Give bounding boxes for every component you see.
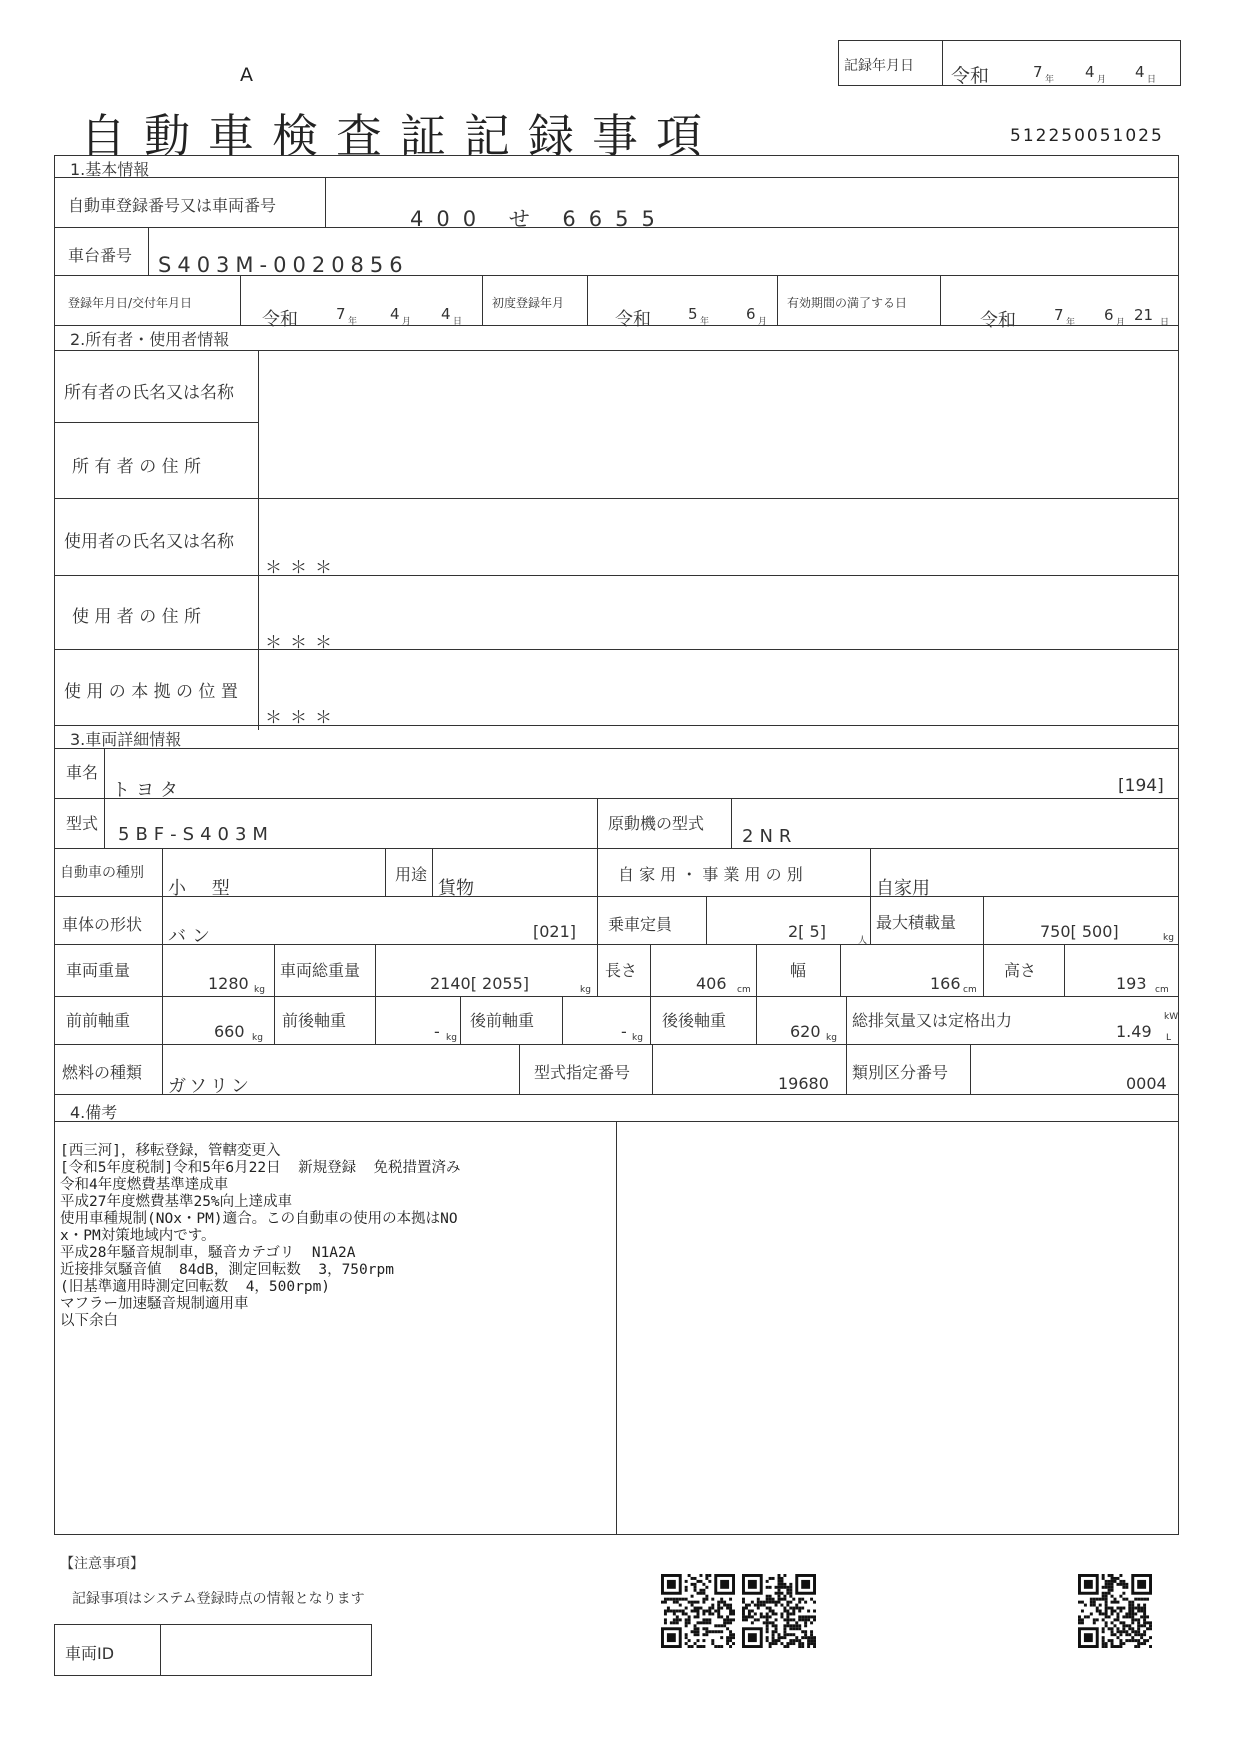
notes-text: 記録事項はシステム登録時点の情報となります [72, 1591, 365, 1607]
category-number-value: 0004 [1126, 1074, 1167, 1093]
vehicle-kind-value: 小 型 [168, 878, 240, 899]
gross-weight-label: 車両総重量 [280, 961, 361, 980]
private-business-value: 自家用 [876, 878, 930, 899]
body-shape-label: 車体の形状 [62, 915, 143, 934]
category-letter: A [240, 64, 253, 86]
width-label: 幅 [790, 961, 807, 980]
record-date-era: 令和 [951, 65, 990, 87]
chassis-number-label: 車台番号 [68, 246, 133, 265]
record-date-label: 記録年月日 [844, 58, 914, 74]
vehicle-kind-label: 自動車の種別 [60, 865, 144, 881]
remarks-line: 以下余白 [60, 1313, 118, 1329]
private-business-label: 自 家 用 ・ 事 業 用 の 別 [618, 865, 803, 884]
remarks-line: [西三河]，移転登録，管轄変更入 [60, 1143, 281, 1159]
engine-model-label: 原動機の型式 [608, 814, 705, 833]
remarks-line: 近接排気騒音値 84dB，測定回転数 3，750rpm [60, 1262, 394, 1278]
registration-date-era: 令和 [262, 309, 298, 330]
front-rear-axle-label: 前後軸重 [282, 1011, 347, 1030]
registration-date-label: 登録年月日/交付年月日 [68, 296, 193, 310]
maker-label: 車名 [66, 763, 99, 782]
section-remarks: 4.備考 [70, 1103, 118, 1122]
record-date-year: 7 [1033, 63, 1043, 81]
section-owner: 2.所有者・使用者情報 [70, 330, 230, 349]
height-label: 高さ [1004, 961, 1037, 980]
designation-number-label: 型式指定番号 [534, 1063, 631, 1082]
capacity-value: 2[ 5] [788, 922, 826, 941]
record-date-month: 4 [1085, 63, 1095, 81]
displacement-label: 総排気量又は定格出力 [852, 1011, 1013, 1030]
owner-address-label: 所 有 者 の 住 所 [72, 457, 202, 477]
max-load-value: 750[ 500] [1040, 922, 1119, 941]
length-value: 406 [696, 974, 727, 993]
remarks-line: マフラー加速騒音規制適用車 [60, 1296, 249, 1312]
vehicle-weight-value: 1280 [208, 974, 249, 993]
use-value: 貨物 [438, 878, 474, 899]
model-value: 5BF-S403M [118, 824, 274, 845]
first-registration-label: 初度登録年月 [492, 296, 565, 310]
notes-heading: 【注意事項】 [60, 1556, 144, 1572]
front-front-axle-label: 前前軸重 [66, 1011, 131, 1030]
rear-rear-axle-label: 後後軸重 [662, 1011, 727, 1030]
qr-code-1 [661, 1574, 735, 1648]
vehicle-weight-label: 車両重量 [66, 961, 131, 980]
owner-name-label: 所有者の氏名又は名称 [64, 383, 234, 403]
fuel-type-label: 燃料の種類 [62, 1063, 143, 1082]
use-label: 用途 [395, 865, 428, 884]
document-number: 512250051025 [1010, 126, 1164, 146]
registration-number-label: 自動車登録番号又は車両番号 [68, 196, 277, 215]
width-value: 166 [930, 974, 961, 993]
body-shape-code: [021] [533, 922, 577, 941]
front-rear-axle-value: - [434, 1022, 440, 1041]
section-vehicle: 3.車両詳細情報 [70, 730, 182, 749]
user-name-label: 使用者の氏名又は名称 [64, 532, 234, 552]
vehicle-id-box [54, 1624, 372, 1676]
qr-code-3 [1078, 1574, 1152, 1648]
registration-number: 400 せ 6655 [410, 207, 668, 231]
first-registration-era: 令和 [615, 309, 651, 330]
engine-model-value: 2NR [742, 826, 798, 847]
remarks-line: (旧基準適用時測定回転数 4，500rpm) [60, 1279, 331, 1295]
max-load-label: 最大積載量 [876, 913, 957, 932]
remarks-list [60, 1143, 461, 1330]
rear-rear-axle-value: 620 [790, 1022, 821, 1041]
record-date-box: 記録年月日 令和 7 年 4 月 4 日 [838, 40, 1181, 86]
user-name-value: ＊＊＊ [265, 558, 340, 578]
fuel-type-value: ガソリン [168, 1076, 252, 1097]
user-address-label: 使 用 者 の 住 所 [72, 607, 202, 627]
remarks-line: [令和5年度税制]令和5年6月22日 新規登録 免税措置済み [60, 1160, 461, 1176]
vehicle-id-label: 車両ID [65, 1644, 115, 1663]
section-basic: 1.基本情報 [70, 160, 150, 179]
front-front-axle-value: 660 [214, 1022, 245, 1041]
document-title: 自動車検査証記録事項 [80, 109, 720, 163]
base-location-label: 使 用 の 本 拠 の 位 置 [64, 682, 238, 702]
user-address-value: ＊＊＊ [265, 633, 340, 653]
displacement-value: 1.49 [1116, 1022, 1152, 1041]
record-date-day: 4 [1135, 63, 1145, 81]
remarks-line: 平成28年騒音規制車，騒音カテゴリ N1A2A [60, 1245, 356, 1261]
chassis-number: S403M-0020856 [158, 253, 409, 277]
base-location-value: ＊＊＊ [265, 708, 340, 728]
height-value: 193 [1116, 974, 1147, 993]
designation-number-value: 19680 [778, 1074, 829, 1093]
expiry-date-era: 令和 [980, 310, 1016, 331]
gross-weight-value: 2140[ 2055] [430, 974, 530, 993]
maker-value: トヨタ [112, 780, 184, 801]
length-label: 長さ [605, 961, 638, 980]
body-shape-value: バン [168, 926, 216, 947]
capacity-label: 乗車定員 [608, 915, 673, 934]
rear-front-axle-value: - [621, 1022, 627, 1041]
qr-code-2 [742, 1574, 816, 1648]
category-number-label: 類別区分番号 [852, 1063, 949, 1082]
remarks-line: 令和4年度燃費基準達成車 [60, 1177, 229, 1193]
rear-front-axle-label: 後前軸重 [470, 1011, 535, 1030]
maker-code: [194] [1118, 776, 1164, 796]
remarks-line: 平成27年度燃費基準25%向上達成車 [60, 1194, 293, 1210]
remarks-line: x・PM対策地域内です。 [60, 1228, 216, 1244]
expiry-date-label: 有効期間の満了する日 [787, 296, 908, 310]
model-label: 型式 [66, 814, 99, 833]
remarks-line: 使用車種規制(NOx・PM)適合。この自動車の使用の本拠はNO [60, 1211, 458, 1227]
